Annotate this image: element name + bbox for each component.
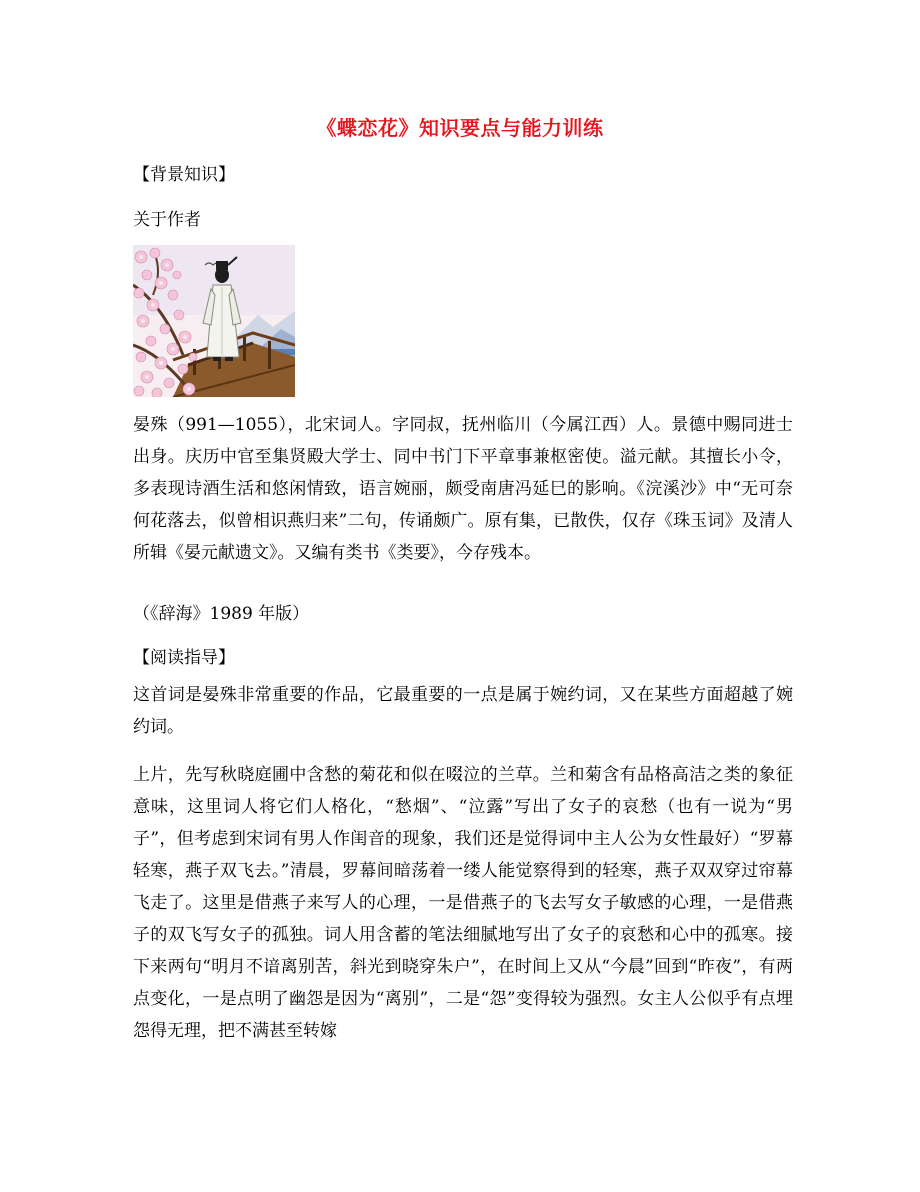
- reading-heading: 【阅读指导】: [133, 648, 235, 668]
- author-biography: 晏殊（991—1055），北宋词人。字同叔，抚州临川（今属江西）人。景德中赐同进士出身。庆历中官至集贤殿大学士、同中书门下平章事兼枢密使。溢元献。其擅长小令，多表现诗酒生活和悠闲情致，语言婉丽，颇受南唐冯延巳的影响。《浣溪沙》中“无可奈何花落去，似曾相识燕归来”二句，传诵颇广。原有集，已散佚，仅存《珠玉词》及清人所辑《晏元献遗文》。又编有类书《类要》，今存残本。: [133, 415, 793, 563]
- reading-intro: 这首词是晏殊非常重要的作品，它最重要的一点是属于婉约词，又在某些方面超越了婉约词。: [133, 685, 793, 737]
- source-citation: （《辞海》1989 年版）: [133, 604, 310, 624]
- document-title: 《蝶恋花》知识要点与能力训练: [316, 116, 604, 140]
- author-illustration: [133, 245, 295, 397]
- author-heading: 关于作者: [133, 210, 201, 230]
- analysis-paragraph: 上片，先写秋晓庭圃中含愁的菊花和似在啜泣的兰草。兰和菊含有品格高洁之类的象征意味，这里词人将它们人格化，“愁烟”、“泣露”写出了女子的哀愁（也有一说为“男子”，但考虑到宋词有男人作闺音的现象，我们还是觉得词中主人公为女性最好）“罗幕轻寒，燕子双飞去。”清晨，罗幕间暗荡着一缕人能觉察得到的轻寒，燕子双双穿过帘幕飞走了。这里是借燕子来写人的心理，一是借燕子的飞去写女子敏感的心理，一是借燕子的双飞写女子的孤独。词人用含蓄的笔法细腻地写出了女子的哀愁和心中的孤寒。接下来两句“明月不谙离别苦，斜光到晓穿朱户”，在时间上又从“今晨”回到“昨夜”，有两点变化，一是点明了幽怨是因为“离别”，二是“怨”变得较为强烈。女主人公似乎有点埋怨得无理，把不满甚至转嫁: [133, 765, 793, 1041]
- background-heading: 【背景知识】: [133, 165, 235, 185]
